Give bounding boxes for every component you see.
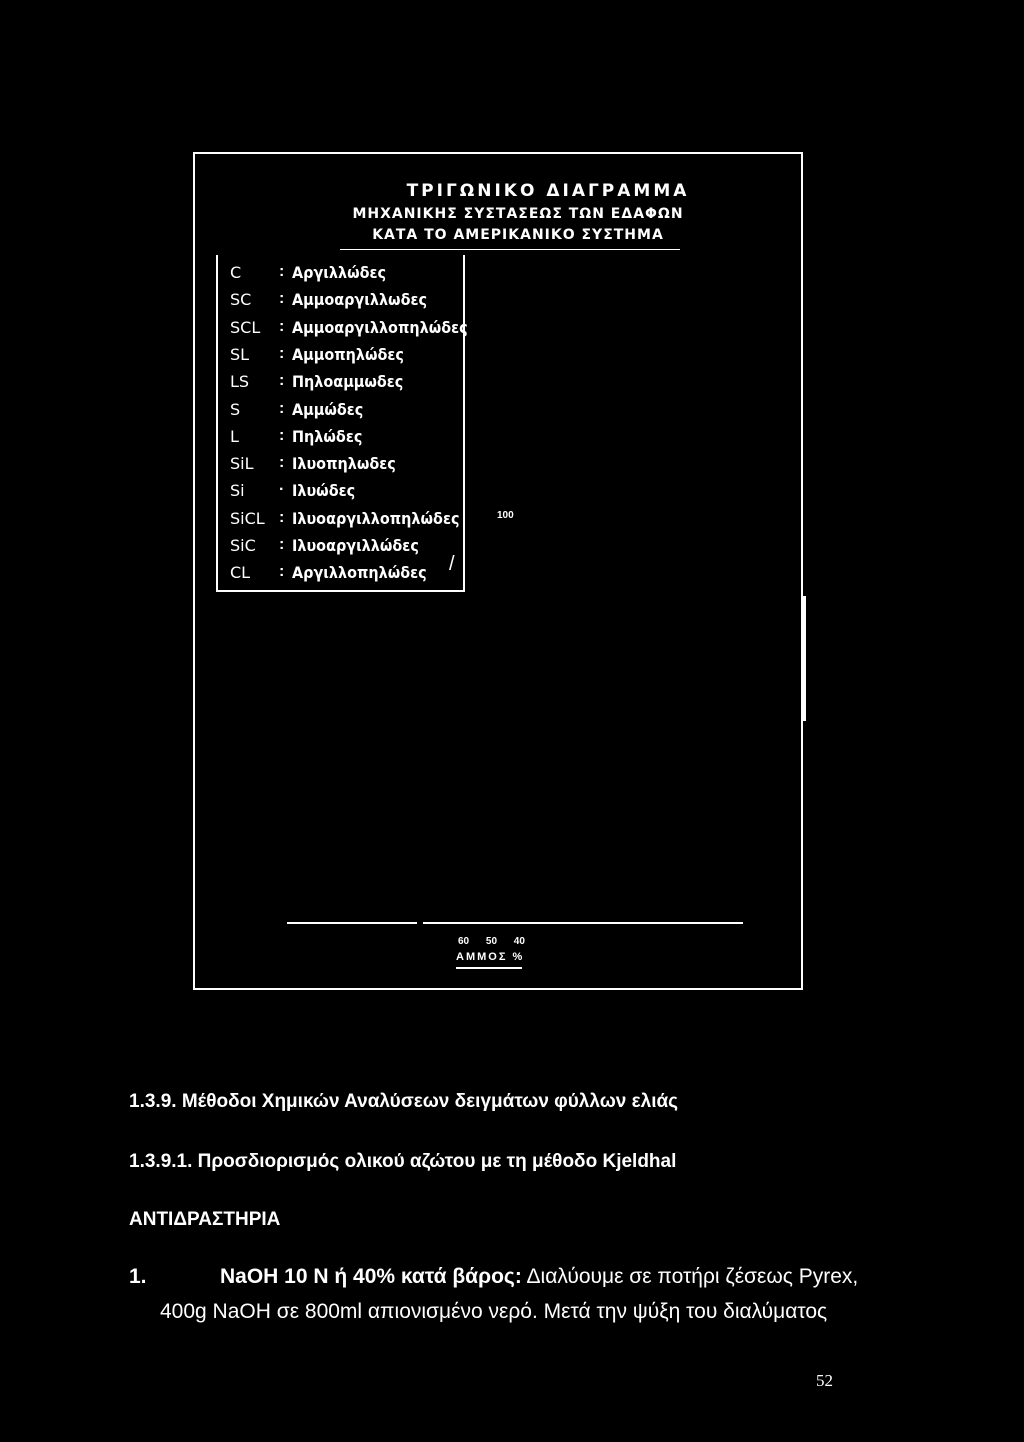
axis-tick-100: 100 <box>497 510 514 521</box>
axis-line-right <box>423 922 743 924</box>
figure-title-line-2: ΜΗΧΑΝΙΚΗΣ ΣΥΣΤΑΣΕΩΣ ΤΩΝ ΕΔΑΦΩΝ <box>352 206 684 222</box>
legend-abbreviation: SiCL <box>230 508 265 528</box>
legend-abbreviation: LS <box>230 372 250 392</box>
legend-soil-name: Αμμοαργιλλοπηλώδες <box>292 317 468 337</box>
section-heading-1-3-9: 1.3.9. Μέθοδοι Χημικών Αναλύσεων δειγμάτων φύλλων ελιάς <box>129 1091 679 1112</box>
figure-title-line-3: ΚΑΤΑ ΤΟ ΑΜΕΡΙΚΑΝΙΚΟ ΣΥΣΤΗΜΑ <box>372 227 664 243</box>
page-number: 52 <box>816 1371 833 1390</box>
legend-soil-name: Αμμοπηλώδες <box>292 344 404 364</box>
legend-abbreviation: S <box>230 399 241 419</box>
triangle-edge-fragment <box>803 596 806 721</box>
legend-separator: : <box>279 399 285 417</box>
legend-abbreviation: SCL <box>230 317 261 337</box>
legend-soil-name: Αμμοαργιλλωδες <box>292 290 427 310</box>
sand-axis-ticks: 60 50 40 <box>458 936 525 947</box>
legend-abbreviation: Si <box>230 481 245 501</box>
reagent-name: NaOH 10 N ή 40% κατά βάρος: <box>220 1265 522 1288</box>
legend-soil-name: Πηλοαμμωδες <box>292 372 404 392</box>
legend-abbreviation: SiL <box>230 454 254 474</box>
legend-separator: : <box>279 563 285 581</box>
legend-soil-name: Ιλυοπηλωδες <box>292 454 396 474</box>
legend-soil-name: Ιλυοαργιλλώδες <box>292 536 419 555</box>
legend-soil-name: Αμμώδες <box>292 399 364 419</box>
legend-soil-name: Ιλυώδες <box>292 481 356 501</box>
reagent-description: Διαλύουμε σε ποτήρι ζέσεως Pyrex, <box>521 1265 859 1288</box>
reagent-paragraph-line-2: 400g NaOH σε 800ml απιονισμένο νερό. Μετά την ψύξη του διαλύματος <box>160 1300 828 1323</box>
sand-axis-label: ΑΜΜΟΣ % <box>456 951 525 963</box>
axis-line-left <box>287 922 417 924</box>
title-underline <box>340 249 680 250</box>
reagent-paragraph-line-1 <box>129 1265 858 1289</box>
legend-abbreviation: SC <box>230 290 252 310</box>
legend-separator: : <box>279 290 285 308</box>
legend-separator: : <box>279 454 285 472</box>
legend-soil-name: Αργιλλώδες <box>292 263 387 282</box>
legend-separator: : <box>279 372 285 390</box>
legend-separator: : <box>279 317 285 335</box>
legend-abbreviation: CL <box>230 563 251 583</box>
legend-separator: : <box>279 536 285 553</box>
legend-abbreviation: L <box>230 426 239 446</box>
figure-title-line-1: ΤΡΙΓΩΝΙΚΟ ΔΙΑΓΡΑΜΜΑ <box>406 181 690 201</box>
legend-slash-mark: / <box>449 553 455 575</box>
legend-separator: : <box>279 508 285 526</box>
legend-abbreviation: C <box>230 263 242 282</box>
axis-label-underline <box>456 967 522 969</box>
legend-abbreviation: SL <box>230 344 250 364</box>
legend-abbreviation: SiC <box>230 536 256 555</box>
legend-soil-name: Πηλώδες <box>292 426 363 446</box>
legend-separator: : <box>279 344 285 362</box>
legend-separator: · <box>279 481 285 499</box>
legend-separator: : <box>279 263 285 280</box>
reagents-heading: ΑΝΤΙΔΡΑΣΤΗΡΙΑ <box>129 1209 281 1230</box>
soil-class-legend <box>216 255 468 592</box>
legend-soil-name: Ιλυοαργιλλοπηλώδες <box>292 508 460 528</box>
soil-texture-figure <box>193 152 803 990</box>
section-heading-1-3-9-1: 1.3.9.1. Προσδιορισμός ολικού αζώτου με τη μέθοδο Kjeldhal <box>129 1151 677 1172</box>
legend-soil-name: Αργιλλοπηλώδες <box>292 563 427 583</box>
legend-separator: : <box>279 426 285 444</box>
item-number: 1. <box>129 1265 147 1288</box>
